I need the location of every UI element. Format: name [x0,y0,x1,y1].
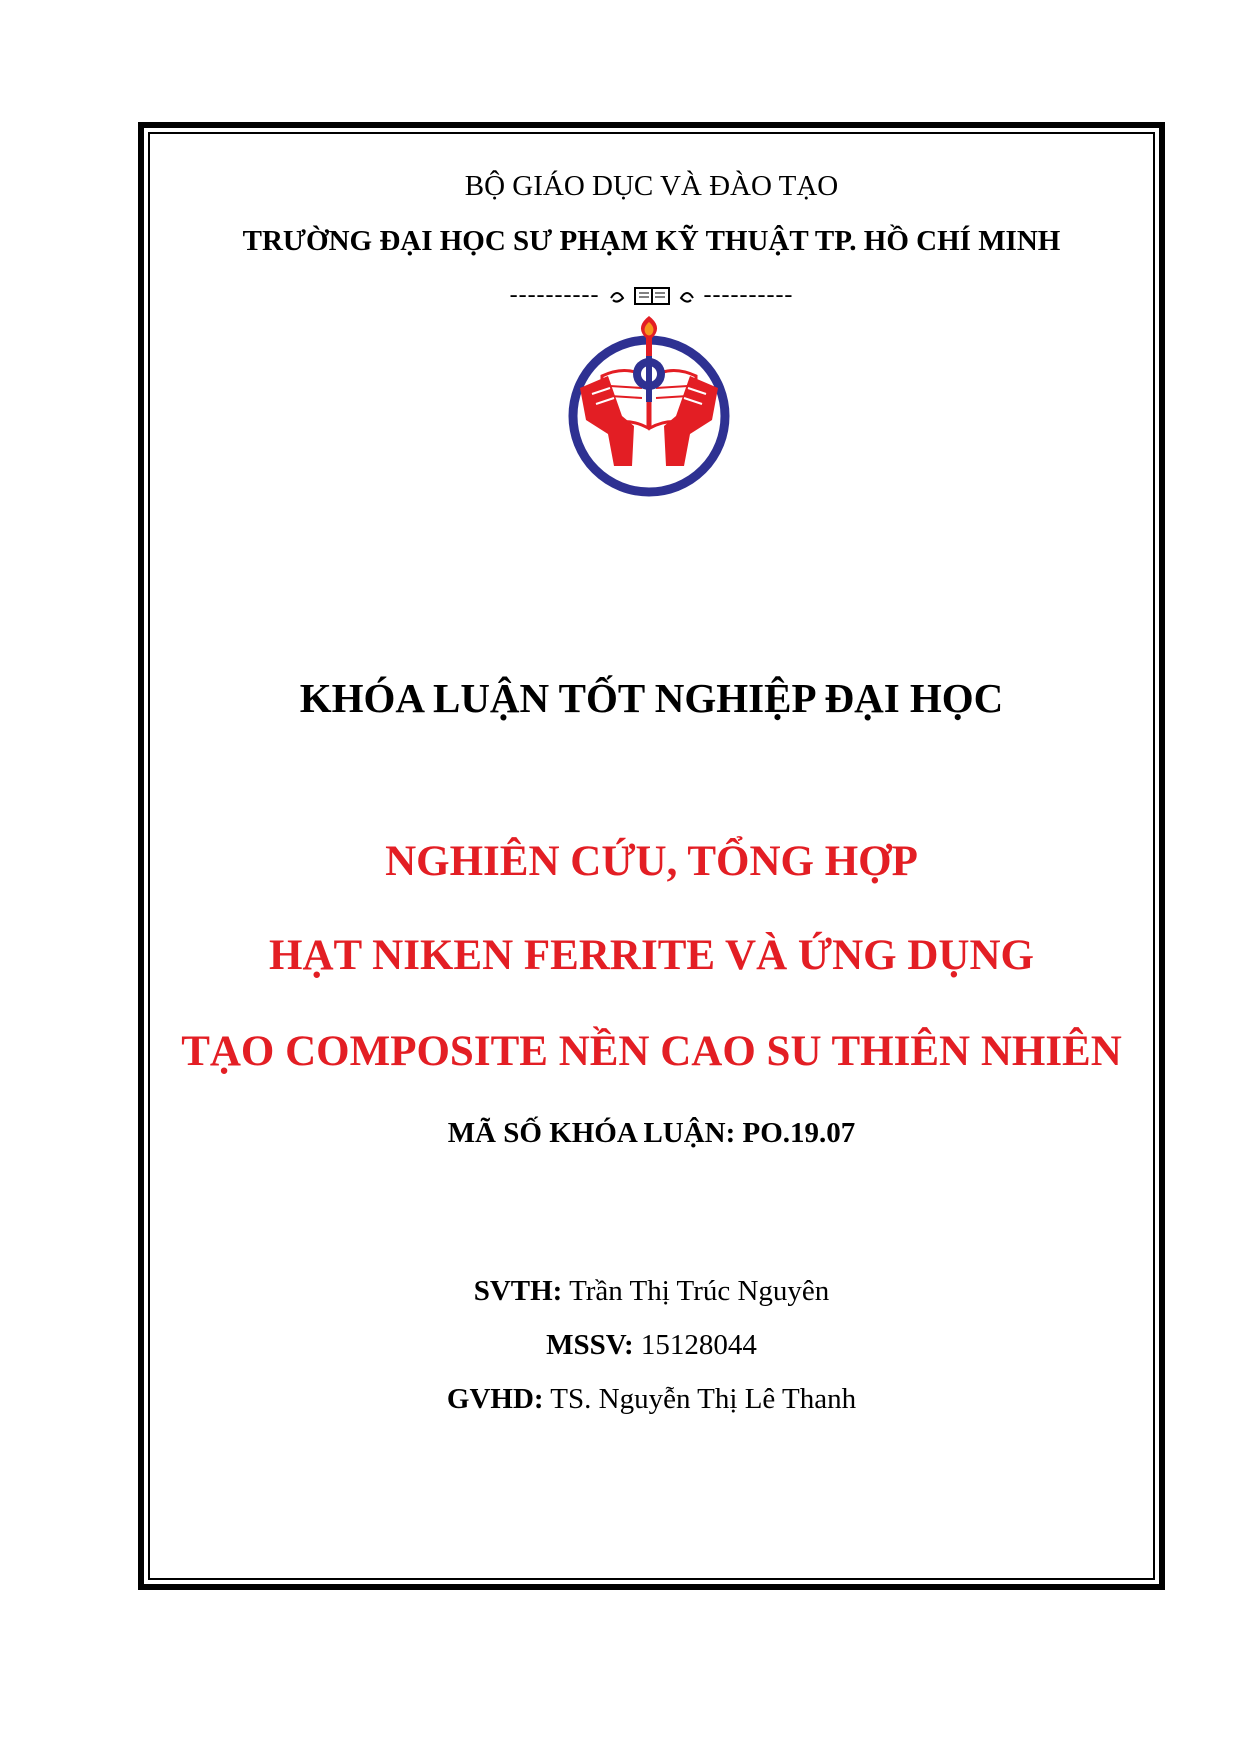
student-label: SVTH: [473,1275,563,1307]
advisor-row [148,1383,1155,1416]
thesis-title-line-1: NGHIÊN CỨU, TỔNG HỢP [385,838,918,885]
ornament-dashes-left: ---------- [509,282,600,308]
ministry-name: BỘ GIÁO DỤC VÀ ĐÀO TẠO [464,170,839,202]
ornament-divider [148,282,1155,309]
thesis-title-line-2: HẠT NIKEN FERRITE VÀ ỨNG DỤNG [269,932,1034,979]
thesis-title-line-3: TẠO COMPOSITE NỀN CAO SU THIÊN NHIÊN [181,1028,1122,1075]
ornament-dashes-right: ---------- [703,282,794,308]
student-id-row [148,1329,1155,1362]
book-ornament-icon [607,284,697,308]
university-logo-icon [562,316,737,500]
student-name-row [148,1275,1155,1308]
thesis-code: MÃ SỐ KHÓA LUẬN: PO.19.07 [447,1117,856,1149]
university-name: TRƯỜNG ĐẠI HỌC SƯ PHẠM KỸ THUẬT TP. HỒ CHÍ MINH [242,225,1061,257]
thesis-type: KHÓA LUẬN TỐT NGHIỆP ĐẠI HỌC [299,675,1004,721]
advisor-label: GVHD: [446,1383,544,1415]
student-id-label: MSSV: [546,1329,634,1361]
student-id: 15128044 [640,1329,757,1361]
student-name: Trần Thị Trúc Nguyên [569,1275,830,1307]
advisor-name: TS. Nguyễn Thị Lê Thanh [550,1383,857,1415]
